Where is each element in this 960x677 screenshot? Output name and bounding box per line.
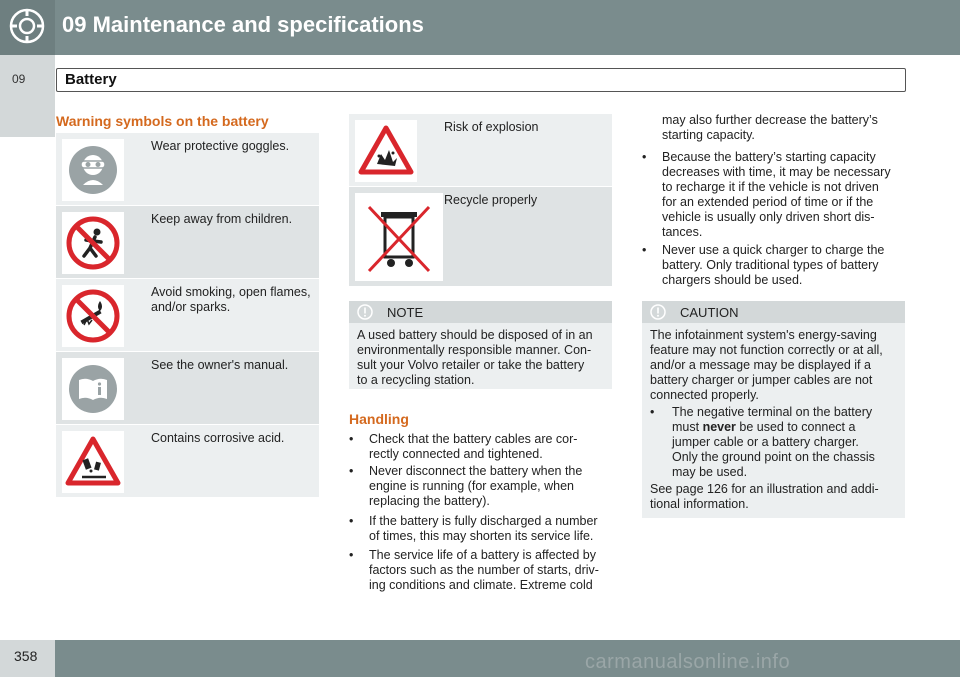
goggles-icon xyxy=(62,139,124,201)
warning-row xyxy=(56,279,319,351)
chapter-tab xyxy=(0,55,55,137)
warning-row xyxy=(56,425,319,497)
warnings-heading: Warning symbols on the battery xyxy=(56,113,269,129)
recycle-bin-crossed-icon xyxy=(355,193,443,281)
section-title-box xyxy=(56,68,906,92)
corrosive-acid-icon xyxy=(62,431,124,493)
list-item: • Never disconnect the battery when the engine is running (for example, when replacing the battery). xyxy=(349,464,583,508)
warning-row xyxy=(56,133,319,205)
section-title: Battery xyxy=(65,71,117,88)
warning-icon xyxy=(650,304,666,320)
chapter-number: 09 xyxy=(12,72,26,86)
warning-text: Risk of explosion xyxy=(444,120,539,134)
warning-text: See the owner's manual. xyxy=(151,358,289,372)
footer-bar xyxy=(55,640,960,677)
list-item: • Check that the battery cables are cor- rectly connected and tightened. xyxy=(349,432,578,461)
list-item: • Because the battery’s starting capacity decreases with time, it may be necessary to recharge it if the vehicle is not driven for an extended period of time or if the vehicle is usually only driven short dis- tances. xyxy=(642,150,891,239)
list-item: • If the battery is fully discharged a number of times, this may shorten its service life. xyxy=(349,514,598,543)
gear-wrench-icon xyxy=(9,8,45,44)
keep-children-away-icon xyxy=(62,212,124,274)
warning-text: Contains corrosive acid. xyxy=(151,431,285,445)
caution-intro: The infotainment system's energy-saving feature may not function correctly or at all, and/or a message may be displayed if a battery charger or jumper cables are not connected properly. xyxy=(650,328,883,402)
list-item: • Never use a quick charger to charge the battery. Only traditional types of battery chargers should be used. xyxy=(642,243,885,287)
header-icon-box xyxy=(0,0,55,55)
watermark: carmanualsonline.info xyxy=(585,651,791,673)
warning-text: Recycle properly xyxy=(444,193,538,207)
warning-text: Wear protective goggles. xyxy=(151,139,290,153)
warning-row xyxy=(349,114,612,186)
note-box xyxy=(349,301,612,389)
caution-outro: See page 126 for an illustration and addi- tional information. xyxy=(650,482,879,511)
warning-row xyxy=(349,187,612,286)
note-text: A used battery should be disposed of in an environmentally responsible manner. Con- sult your Volvo retailer or take the battery to a recycling station. xyxy=(357,328,593,387)
list-item: • The service life of a battery is affected by factors such as the number of starts, driv- ing conditions and climate. Extreme cold xyxy=(349,548,599,592)
owners-manual-icon xyxy=(62,358,124,420)
warning-text: Avoid smoking, open flames, and/or sparks. xyxy=(151,285,311,314)
caution-box xyxy=(642,301,905,518)
info-icon xyxy=(357,304,373,320)
continuation-text: may also further decrease the battery’s starting capacity. xyxy=(662,113,878,142)
warning-text: Keep away from children. xyxy=(151,212,293,226)
caution-label: CAUTION xyxy=(680,305,739,320)
no-smoking-flames-icon xyxy=(62,285,124,347)
chapter-title: 09 Maintenance and specifications xyxy=(62,12,424,37)
note-label: NOTE xyxy=(387,305,424,320)
explosion-icon xyxy=(355,120,417,182)
warning-row xyxy=(56,352,319,424)
warning-row xyxy=(56,206,319,278)
page-number: 358 xyxy=(14,648,38,664)
handling-heading: Handling xyxy=(349,411,409,427)
list-item: • The negative terminal on the battery must never be used to connect a jumper cable or a battery charger. Only the ground point on the chassis may be used. xyxy=(650,405,875,479)
